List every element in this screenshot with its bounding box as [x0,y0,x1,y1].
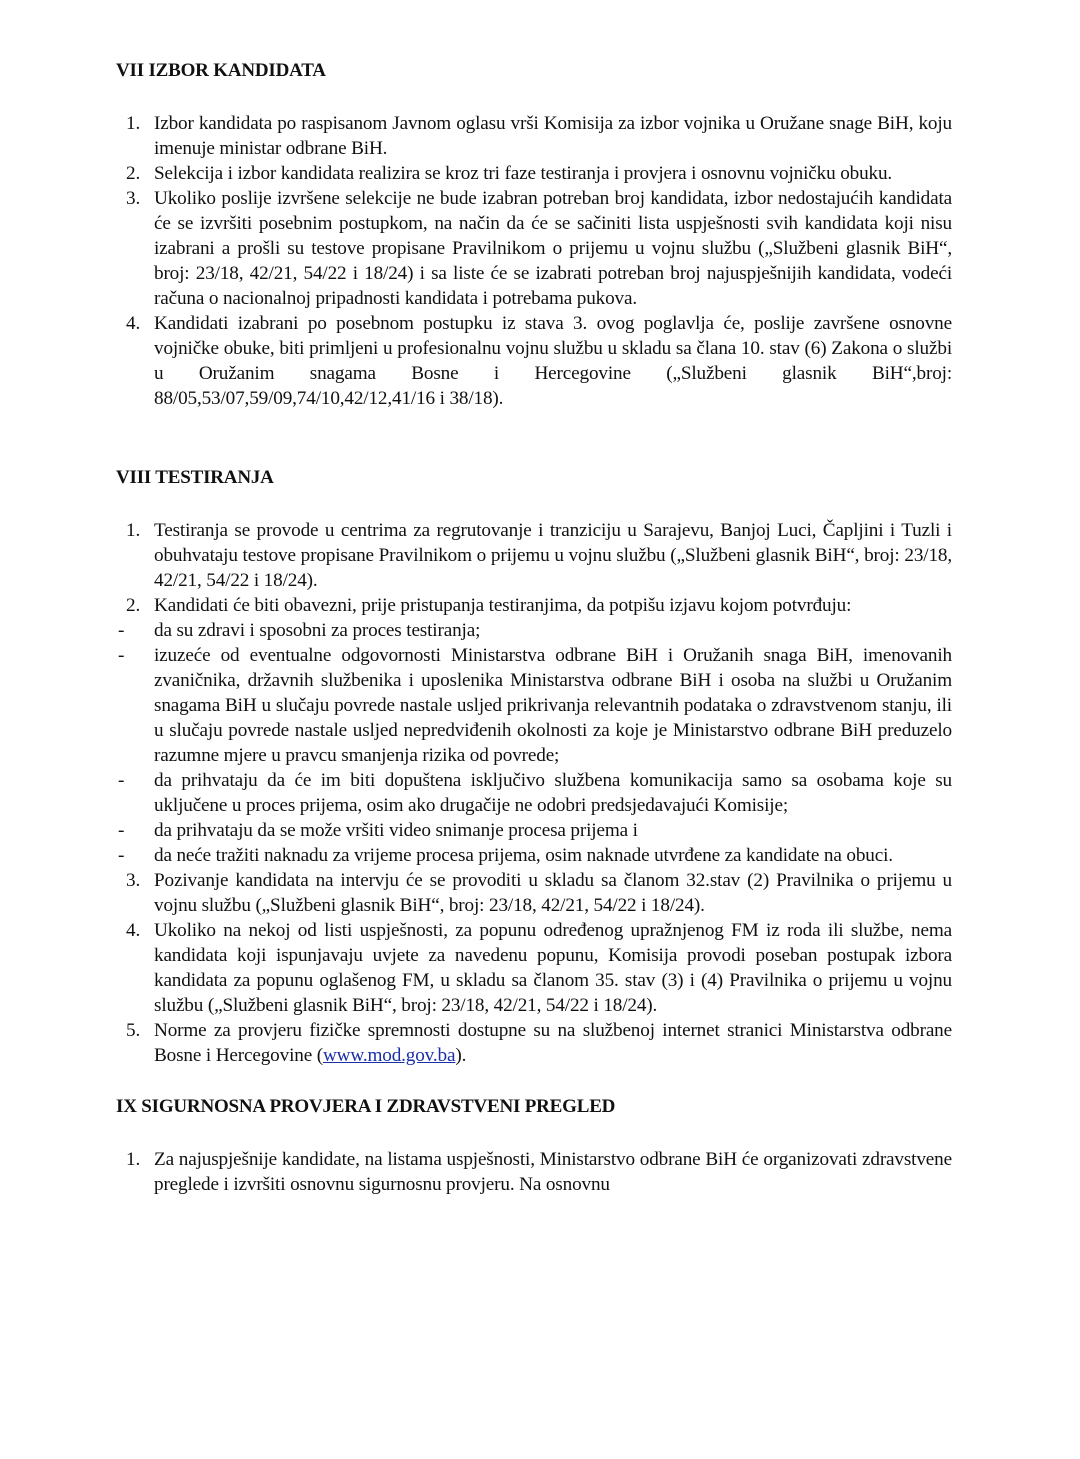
item-text: Ukoliko poslije izvršene selekcije ne bude izabran potreban broj kandidata, izbor nedostajućih kandidata će se izvršiti posebnim postupkom, na način da će se sačiniti lista uspješnosti svih kandidata koji nisu izabrani a prošli su testove propisane Pravilnikom o prijemu u vojnu službu („Službeni glasnik BiH“, broj: 23/18, 42/21, 54/22 i 18/24) i sa liste će se izabrati potreban broj najuspješnijih kandidata, vodeći računa o nacionalnoj pripadnosti kandidata i potrebama pukova. [154,188,952,309]
bullet-text: da prihvataju da se može vršiti video snimanje procesa prijema i [154,820,638,841]
bullet-item [116,643,952,768]
item-number: 3. [126,870,141,891]
list-item [116,161,952,186]
dash-marker: - [118,820,125,841]
bullet-item [116,818,952,843]
list-item [116,311,952,411]
bullet-item [116,843,952,868]
item-text: Za najuspješnije kandidate, na listama uspješnosti, Ministarstvo odbrane BiH će organizovati zdravstvene preglede i izvršiti osnovnu sigurnosnu provjeru. Na osnovnu [154,1149,952,1195]
item-text: Selekcija i izbor kandidata realizira se kroz tri faze testiranja i provjera i osnovnu vojničku obuku. [154,163,893,184]
bullet-text: da neće tražiti naknadu za vrijeme procesa prijema, osim naknade utvrđene za kandidate na obuci. [154,845,893,866]
item-text: Ukoliko na nekoj od listi uspješnosti, za popunu određenog upražnjenog FM iz roda ili službe, nema kandidata koji ispunjavaju uvjete za navedenu popunu, Komisija provodi poseban postupak izbora kandidata za popunu oglašenog FM, u skladu sa članom 35. stav (3) i (4) Pravilnika o prijemu u vojnu službu („Službeni glasnik BiH“, broj: 23/18, 42/21, 54/22 i 18/24). [154,920,952,1016]
bullet-item [116,618,952,643]
list-item [116,186,952,311]
mod-website-link[interactable]: www.mod.gov.ba [322,1045,456,1066]
item-text: Pozivanje kandidata na intervju će se provoditi u skladu sa članom 32.stav (2) Pravilnika o prijemu u vojnu službu („Službeni glasnik BiH“, broj: 23/18, 42/21, 54/22 i 18/24). [154,870,952,916]
list-item [116,593,952,618]
section-ix-list [116,1147,952,1197]
item-text-after-link: ). [455,1045,467,1066]
bullet-text: da su zdravi i sposobni za proces testiranja; [154,620,481,641]
list-item [116,1147,952,1197]
item-number: 1. [126,113,141,134]
dash-marker: - [118,845,125,866]
list-item [116,1018,952,1068]
item-number: 1. [126,520,141,541]
section-heading-viii: VIII TESTIRANJA [116,467,274,488]
item-number: 2. [126,595,141,616]
item-text: Kandidati izabrani po posebnom postupku iz stava 3. ovog poglavlja će, poslije završene osnovne vojničke obuke, biti primljeni u profesionalnu vojnu službu u skladu sa člana 10. stav (6) Zakona o službi u Oružanim snagama Bosne i Hercegovine („Službeni glasnik BiH“,broj: 88/05,53/07,59/09,74/10,42/12,41/16 i 38/18). [154,313,952,409]
item-number: 5. [126,1020,141,1041]
dash-marker: - [118,770,125,791]
list-item [116,918,952,1018]
bullet-item [116,768,952,818]
item-number: 4. [126,920,141,941]
item-number: 4. [126,313,141,334]
list-item [116,518,952,593]
item-text-before-link: Norme za provjeru fizičke spremnosti dostupne su na službenoj internet stranici Ministarstva odbrane Bosne i Hercegovine ( [154,1020,952,1066]
section-vii-list [116,111,952,411]
section-heading-vii: VII IZBOR KANDIDATA [116,60,326,81]
section-viii-list [116,518,952,1068]
item-text: Testiranja se provode u centrima za regrutovanje i tranziciju u Sarajevu, Banjoj Luci, Čapljini i Tuzli i obuhvataju testove propisane Pravilnikom o prijemu u vojnu službu („Službeni glasnik BiH“, broj: 23/18, 42/21, 54/22 i 18/24). [154,520,952,591]
dash-marker: - [118,620,125,641]
list-item [116,111,952,161]
item-number: 3. [126,188,141,209]
document-page [116,58,952,1197]
bullet-text: da prihvataju da će im biti dopuštena isključivo službena komunikacija samo sa osobama koje su uključene u proces prijema, osim ako drugačije ne odobri predsjedavajući Komisije; [154,770,952,816]
section-heading-ix: IX SIGURNOSNA PROVJERA I ZDRAVSTVENI PREGLED [116,1096,616,1117]
item-number: 1. [126,1149,141,1170]
item-text: Kandidati će biti obavezni, prije pristupanja testiranjima, da potpišu izjavu kojom potvrđuju: [154,595,852,616]
list-item [116,868,952,918]
item-text: Izbor kandidata po raspisanom Javnom oglasu vrši Komisija za izbor vojnika u Oružane snage BiH, koju imenuje ministar odbrane BiH. [154,113,952,159]
bullet-text: izuzeće od eventualne odgovornosti Ministarstva odbrane BiH i Oružanih snaga BiH, imenovanih zvaničnika, državnih službenika i uposlenika Ministarstva odbrane BiH i osoba na službi u Oružanim snagama BiH u slučaju povrede nastale usljed prikrivanja relevantnih podataka o zdravstvenom stanju, ili u slučaju povrede nastale usljed nepredviđenih okolnosti za koje je Ministarstvo odbrane BiH preduzelo razumne mjere u pravcu smanjenja rizika od povrede; [154,645,952,766]
item-number: 2. [126,163,141,184]
dash-marker: - [118,645,125,666]
